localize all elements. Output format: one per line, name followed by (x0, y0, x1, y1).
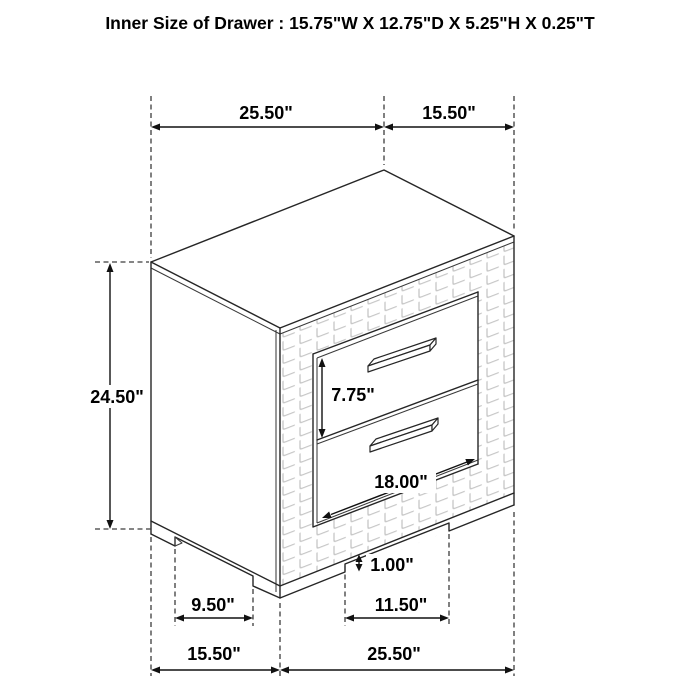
dim-bottom-depth-label: 15.50" (187, 644, 241, 664)
dim-drawer-height-label: 7.75" (331, 385, 375, 405)
dim-drawer-width-label: 18.00" (374, 472, 428, 492)
page-title: Inner Size of Drawer : 15.75"W X 12.75"D X 5.25"H X 0.25"T (105, 13, 595, 33)
dim-height-label: 24.50" (90, 387, 144, 407)
dim-front-foot-gap-label: 11.50" (374, 595, 428, 615)
dim-side-foot-gap-label: 9.50" (191, 595, 235, 615)
dim-base-recess-label: 1.00" (370, 555, 414, 575)
dim-bottom-width-label: 25.50" (367, 644, 421, 664)
dim-top-depth-label: 15.50" (422, 103, 476, 123)
dim-top-width-label: 25.50" (239, 103, 293, 123)
